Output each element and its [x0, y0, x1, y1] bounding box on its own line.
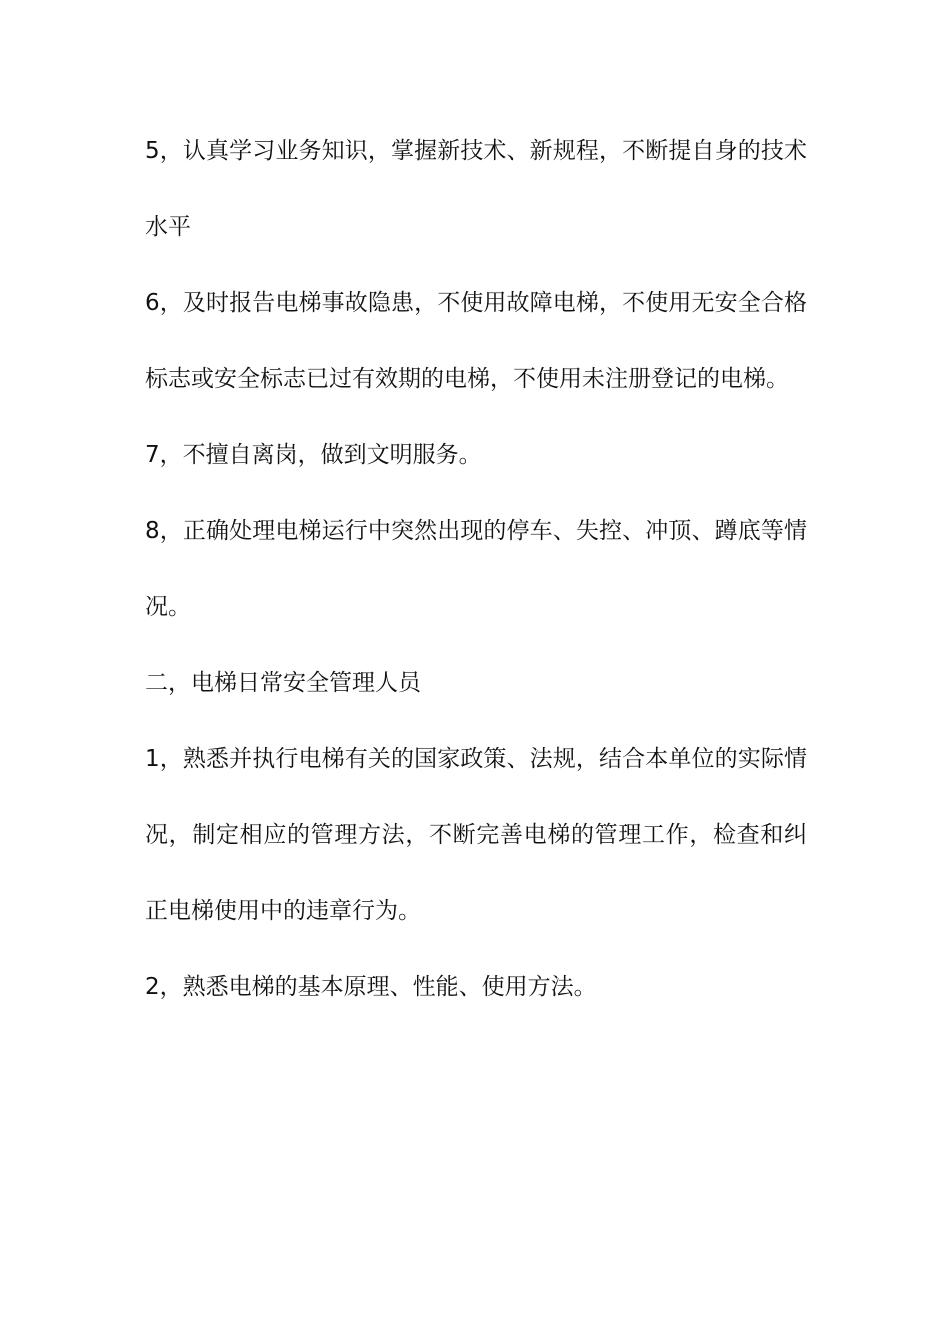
- paragraph-item-7: 7，不擅自离岗，做到文明服务。: [145, 442, 482, 468]
- paragraph-item-2: 2，熟悉电梯的基本原理、性能、使用方法。: [145, 974, 597, 1000]
- section-heading: 二，电梯日常安全管理人员: [145, 670, 421, 696]
- document-page: [145, 113, 807, 1025]
- paragraph-item-1: 1，熟悉并执行电梯有关的国家政策、法规，结合本单位的实际情况，制定相应的管理方法，不断完善电梯的管理工作，检查和纠正电梯使用中的违章行为。: [145, 746, 807, 924]
- paragraph-item-6: 6，及时报告电梯事故隐患，不使用故障电梯，不使用无安全合格标志或安全标志已过有效期的电梯，不使用未注册登记的电梯。: [145, 290, 807, 392]
- paragraph-item-8: 8，正确处理电梯运行中突然出现的停车、失控、冲顶、蹲底等情况。: [145, 518, 807, 620]
- paragraph-item-5: 5，认真学习业务知识，掌握新技术、新规程，不断提自身的技术水平: [145, 138, 807, 240]
